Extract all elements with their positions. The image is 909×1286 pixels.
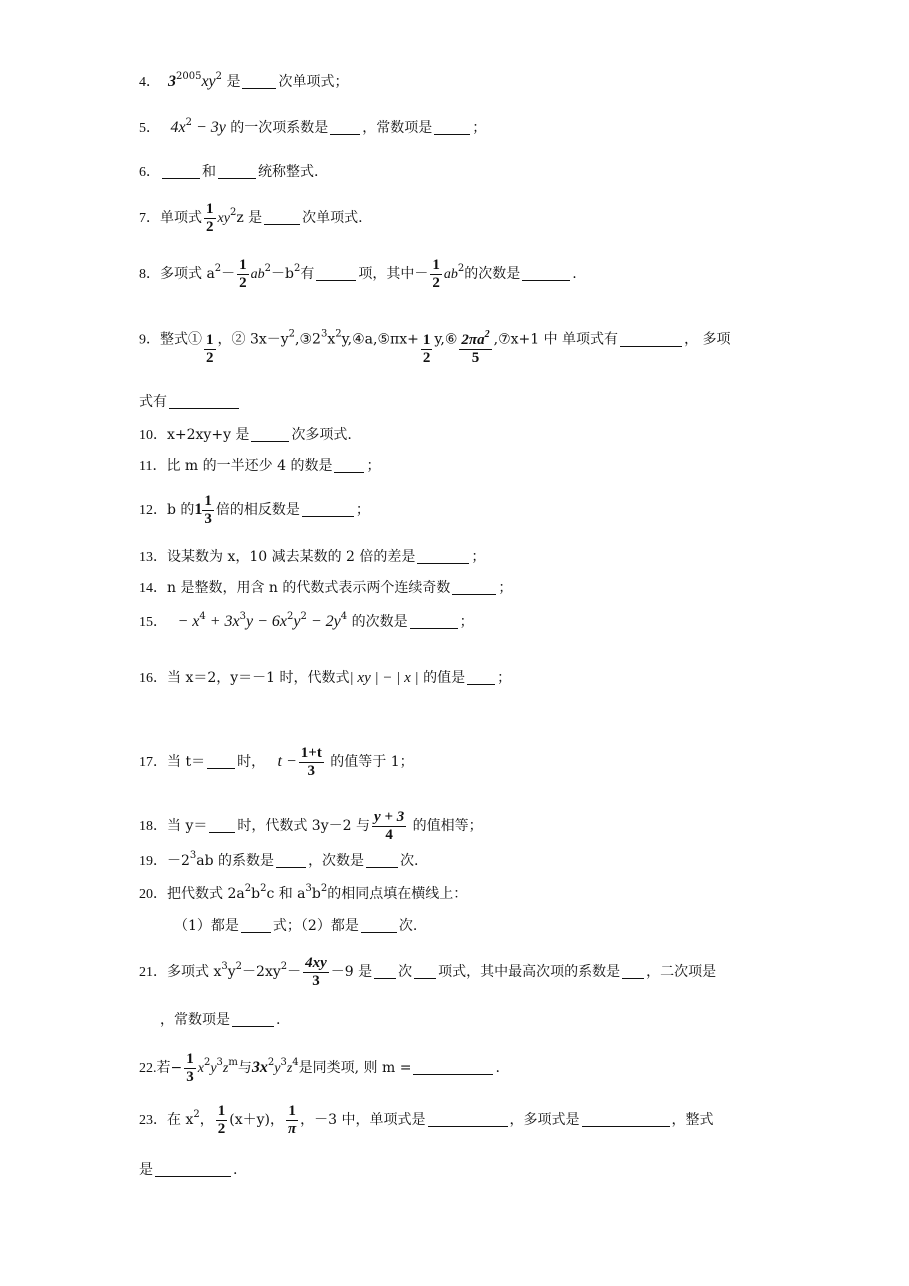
answer-blank[interactable]	[218, 164, 256, 179]
question-17: 17．当 t＝ 时， t − $\frac{1+t}{3}$ 的值等于 1；	[139, 744, 414, 779]
question-16: 16．当 x＝2，y＝－1 时，代数式| xy | − | x | 的值是 ；	[139, 670, 512, 686]
question-9: 9．整式① $\frac{1}{2}$ ，② $3x-y^2,③2^3x^2y,④a,⑤\pi x+$ $\frac{1}{2}$ y,⑥ $\frac{2\pi a^2}{5}$ ,⑦x+1 中 单项式有 ， 多项	[139, 328, 731, 366]
answer-blank[interactable]	[374, 964, 396, 979]
question-13: 13．设某数为 x，10 减去某数的 2 倍的差是 ；	[139, 549, 486, 565]
question-19: 19．$-2^3ab$ 的系数是 ，次数是 次.	[139, 850, 419, 869]
answer-blank[interactable]	[428, 1112, 508, 1127]
answer-blank[interactable]	[334, 458, 364, 473]
answer-blank[interactable]	[276, 853, 306, 868]
answer-blank[interactable]	[155, 1162, 231, 1177]
fraction: $\frac{1}{2}$	[239, 256, 247, 291]
answer-blank[interactable]	[413, 1060, 493, 1075]
question-18: 18．当 y＝ 时，代数式 3y－2 与 $\frac{y + 3}{4}$ 的值相等；	[139, 808, 483, 843]
answer-blank[interactable]	[330, 120, 360, 135]
question-23-cont: 是 .	[139, 1162, 238, 1178]
question-14: 14．n 是整数，用含 n 的代数式表示两个连续奇数 ；	[139, 580, 513, 596]
answer-blank[interactable]	[209, 818, 235, 833]
question-21: 21．多项式 $x^3y^2-2xy^2-$ $\frac{4xy}{3}$ －9 是 次 项式，其中最高次项的系数是 ，二次项是	[139, 954, 717, 989]
fraction: $\frac{y + 3}{4}$	[373, 808, 405, 843]
answer-blank[interactable]	[522, 266, 570, 281]
question-4: 4． $3^{2005}xy^2$ 是 次单项式；	[139, 71, 349, 90]
answer-blank[interactable]	[169, 394, 239, 409]
answer-blank[interactable]	[467, 670, 495, 685]
answer-blank[interactable]	[264, 210, 300, 225]
answer-blank[interactable]	[414, 964, 436, 979]
answer-blank[interactable]	[232, 1012, 274, 1027]
answer-blank[interactable]	[241, 918, 271, 933]
answer-blank[interactable]	[582, 1112, 670, 1127]
fraction: $\frac{1}{3}$	[186, 1050, 194, 1085]
question-22: 22.若− $\frac{1}{3}$ $x^2y^3z^m$与$3x^2y^3z^4$是同类项, 则 m = .	[139, 1050, 500, 1085]
question-21-cont: ，常数项是 .	[160, 1012, 281, 1028]
question-9-cont: 式有	[139, 392, 241, 412]
question-10: 10．x+2xy+y 是 次多项式.	[139, 427, 352, 443]
answer-blank[interactable]	[302, 502, 354, 517]
question-20-sub: （1）都是 式；（2）都是 次.	[174, 918, 418, 934]
fraction: $\frac{1}{2}$	[206, 200, 214, 235]
answer-blank[interactable]	[452, 580, 496, 595]
answer-blank[interactable]	[434, 120, 470, 135]
question-23: 23．在 $x^2$， $\frac{1}{2}$ (x＋y)， $\frac{1}{\pi}$ ，－3 中，单项式是 ，多项式是 ，整式	[139, 1102, 714, 1137]
answer-blank[interactable]	[207, 754, 235, 769]
fraction: $\frac{1}{2}$	[217, 1102, 226, 1137]
answer-blank[interactable]	[366, 853, 398, 868]
answer-blank[interactable]	[410, 614, 458, 629]
fraction: $\frac{1}{3}$	[204, 492, 212, 527]
question-12: 12．b 的1 $\frac{1}{3}$ 倍的相反数是 ；	[139, 492, 370, 527]
answer-blank[interactable]	[242, 74, 276, 89]
answer-blank[interactable]	[251, 427, 289, 442]
question-5: 5． $4x^2 - 3y$ 的一次项系数是 ，常数项是 ；	[139, 117, 487, 136]
question-20: 20．把代数式 $2a^2b^2c$ 和 $a^3b^2$的相同点填在横线上：	[139, 883, 468, 902]
question-6: 6． 和 统称整式.	[139, 164, 319, 180]
fraction: $\frac{2\pi a^2}{5}$	[461, 329, 490, 366]
fraction: $\frac{1}{2}$	[432, 256, 440, 291]
fraction: $\frac{1}{2}$	[422, 332, 431, 366]
fraction: $\frac{4xy}{3}$	[305, 954, 327, 989]
fraction: $\frac{1}{2}$	[206, 332, 214, 366]
question-8: 8．多项式 $a^2-$ $\frac{1}{2}$ $ab^2-b^2$有 项，其中－ $\frac{1}{2}$ $ab^2$的次数是 .	[139, 256, 577, 291]
question-15: 15． − $x^4 + 3x^3y - 6x^2y^2 - 2y^4$ 的次数是 ；	[139, 611, 474, 630]
question-7: 7．单项式 $\frac{1}{2}$ $xy^2z$ 是 次单项式.	[139, 200, 363, 235]
answer-blank[interactable]	[162, 164, 200, 179]
fraction: $\frac{1+t}{3}$	[300, 744, 322, 779]
question-11: 11．比 m 的一半还少 4 的数是 ；	[139, 458, 381, 474]
fraction: $\frac{1}{\pi}$	[287, 1102, 297, 1137]
answer-blank[interactable]	[417, 549, 469, 564]
answer-blank[interactable]	[622, 964, 644, 979]
answer-blank[interactable]	[620, 332, 682, 347]
answer-blank[interactable]	[361, 918, 397, 933]
answer-blank[interactable]	[316, 266, 356, 281]
